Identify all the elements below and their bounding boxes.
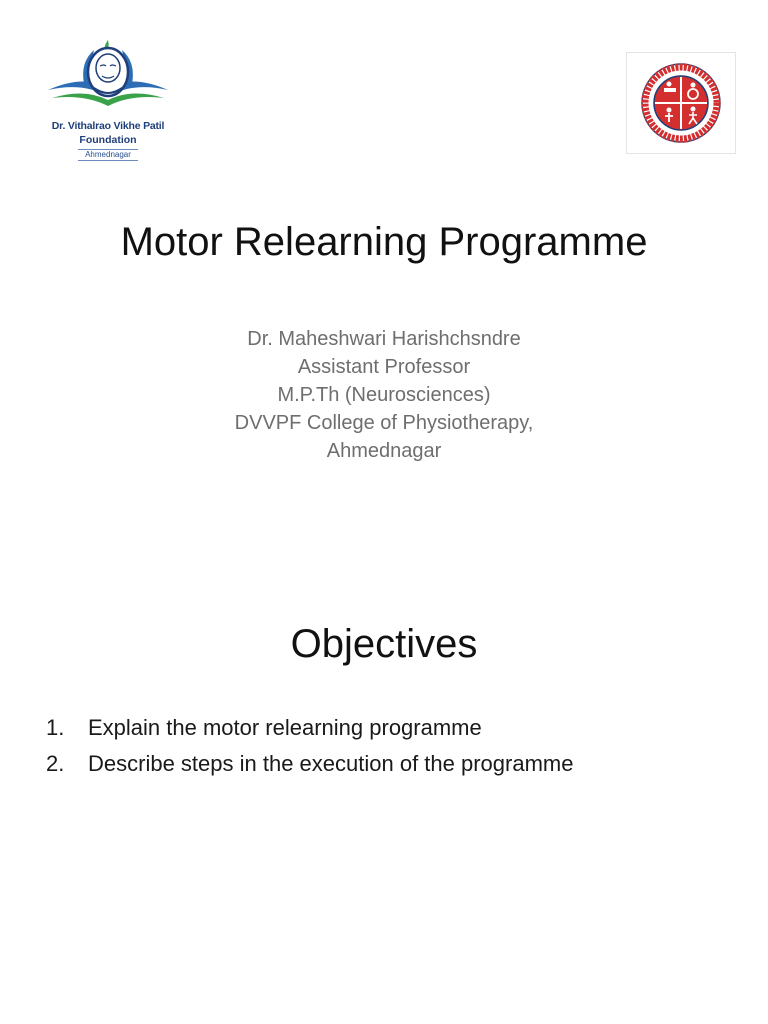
college-seal-icon	[640, 62, 722, 144]
foundation-logo	[44, 38, 172, 166]
author-position: Assistant Professor	[297, 356, 471, 378]
list-item	[46, 746, 726, 782]
objectives-slide	[0, 560, 768, 1024]
foundation-name-line2: Foundation	[79, 134, 137, 146]
college-seal-logo	[626, 52, 736, 154]
objectives-list	[46, 710, 726, 782]
list-item-text: Describe steps in the execution of the programme	[88, 751, 574, 776]
author-info	[0, 325, 768, 465]
list-item-number: 1.	[46, 715, 65, 740]
foundation-city: Ahmednagar	[78, 149, 138, 161]
list-item-number: 2.	[46, 751, 65, 776]
author-name: Dr. Maheshwari Harishchsndre	[247, 328, 521, 350]
list-item	[46, 710, 726, 746]
list-item-text: Explain the motor relearning programme	[88, 715, 482, 740]
foundation-emblem-icon	[44, 38, 172, 122]
foundation-name-line1: Dr. Vithalrao Vikhe Patil	[51, 120, 165, 132]
author-degree: M.P.Th (Neurosciences)	[277, 384, 491, 406]
objectives-heading: Objectives	[290, 622, 478, 666]
presentation-title: Motor Relearning Programme	[120, 220, 648, 264]
author-college: DVVPF College of Physiotherapy,	[234, 412, 534, 434]
author-city: Ahmednagar	[326, 440, 442, 462]
